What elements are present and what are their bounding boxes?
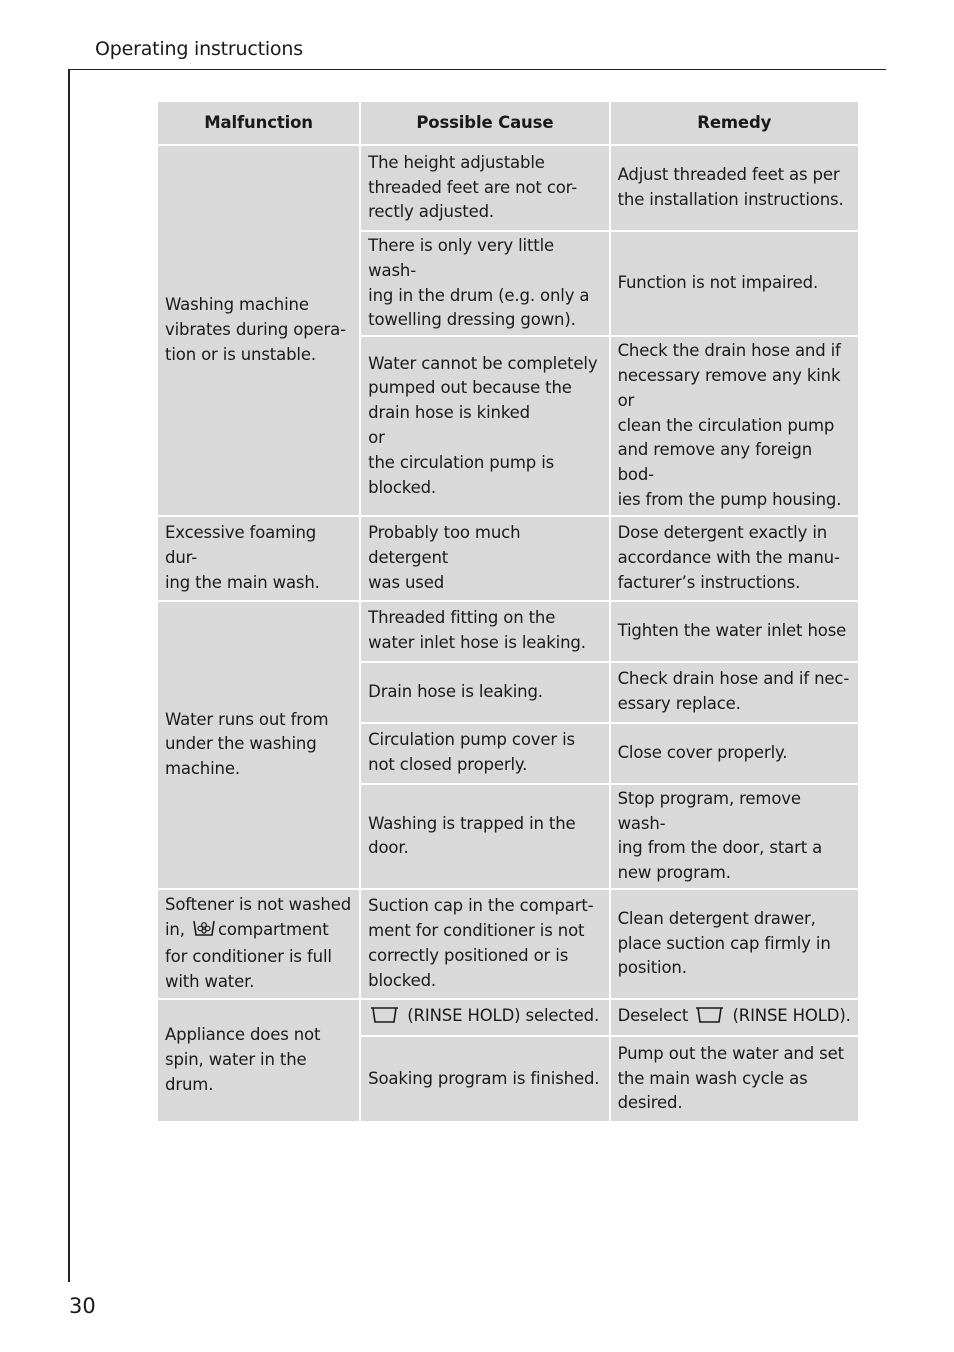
cause-cell: There is only very little wash- ing in the drum (e.g. only a towelling dressing gown). [361,232,608,335]
table-row [158,517,858,600]
cause-cell: Water cannot be completely pumped out because the drain hose is kinked or the circulation pump is blocked. [361,337,608,515]
column-header-possible-cause: Possible Cause [361,102,608,144]
malfunction-text-after-icon: compartment for conditioner is full with water. [165,919,332,992]
malfunction-cell: Excessive foaming dur- ing the main wash. [158,517,359,600]
cause-cell: Soaking program is finished. [361,1037,608,1121]
remedy-cell: Close cover properly. [611,724,858,783]
cause-cell: Suction cap in the compart- ment for conditioner is not correctly positioned or is blocked. [361,890,608,998]
table-row [158,890,858,998]
remedy-cell [611,1000,858,1035]
remedy-cell: Clean detergent drawer, place suction cap firmly in position. [611,890,858,998]
troubleshooting-table [156,100,860,1123]
side-margin-rule [68,69,70,1282]
remedy-cell: Check the drain hose and if necessary remove any kink or clean the circulation pump and remove any foreign bod- ies from the pump housing. [611,337,858,515]
page-header-title: Operating instructions [95,38,303,60]
column-header-remedy: Remedy [611,102,858,144]
remedy-cell: Pump out the water and set the main wash cycle as desired. [611,1037,858,1121]
column-header-malfunction: Malfunction [158,102,359,144]
cause-cell: The height adjustable threaded feet are not cor- rectly adjusted. [361,146,608,230]
remedy-cell: Stop program, remove wash- ing from the door, start a new program. [611,785,858,888]
malfunction-cell: Appliance does not spin, water in the drum. [158,1000,359,1121]
softener-compartment-icon [192,918,216,946]
cause-cell: Circulation pump cover is not closed properly. [361,724,608,783]
remedy-cell: Check drain hose and if nec- essary replace. [611,663,858,722]
remedy-cell: Tighten the water inlet hose [611,602,858,661]
malfunction-cell [158,890,359,998]
remedy-text-before-icon: Deselect [617,1005,689,1025]
table-header-row [158,102,858,144]
malfunction-text-before-icon: Softener is not washed in, [165,894,352,939]
remedy-cell: Adjust threaded feet as per the installation instructions. [611,146,858,230]
cause-cell: Drain hose is leaking. [361,663,608,722]
remedy-cell: Dose detergent exactly in accordance with the manu- facturer’s instructions. [611,517,858,600]
cause-cell: Washing is trapped in the door. [361,785,608,888]
table-row [158,146,858,230]
rinse-hold-icon [370,1006,400,1032]
table-row [158,1000,858,1035]
remedy-cell: Function is not impaired. [611,232,858,335]
remedy-text-after-icon: (RINSE HOLD). [732,1005,851,1025]
rinse-hold-icon [695,1006,725,1032]
cause-cell: Probably too much detergent was used [361,517,608,600]
cause-text: (RINSE HOLD) selected. [407,1005,600,1025]
malfunction-cell: Washing machine vibrates during opera- tion or is unstable. [158,146,359,515]
header-rule [68,69,886,70]
cause-cell: Threaded fitting on the water inlet hose is leaking. [361,602,608,661]
page-number: 30 [69,1294,96,1318]
table-row [158,602,858,661]
cause-cell [361,1000,608,1035]
malfunction-cell: Water runs out from under the washing machine. [158,602,359,888]
